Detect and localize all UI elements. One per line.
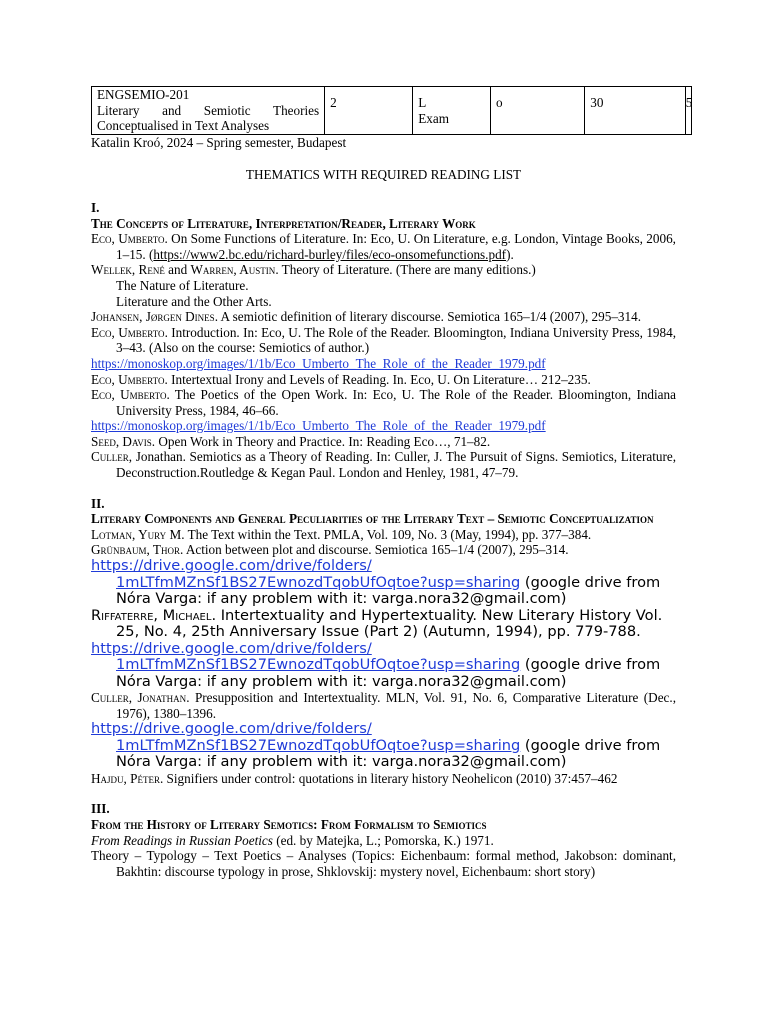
section-3-number: III. (91, 801, 110, 817)
course-type-exam: Exam (418, 110, 449, 126)
monoskop-link[interactable]: https://monoskop.org/images/1/1b/Eco_Umberto_The_Role_of_the_Reader_1979.pdf (91, 418, 546, 434)
google-drive-link[interactable]: https://drive.google.com/drive/folders/ 1mLTfmMZnSf1BS27EwnozdTqobUfOqtoe?usp=sharing (91, 639, 521, 674)
credits-cell: 2 (325, 87, 413, 135)
subtitle: Katalin Kroó, 2024 – Spring semester, Budapest (91, 134, 347, 150)
list-item: From Readings in Russian Poetics (ed. by Matejka, L.; Pomorska, K.) 1971. (91, 832, 494, 848)
table-row (92, 87, 692, 135)
list-item: Riffaterre, Michael. Intertextuality and Hypertextuality. New Literary History Vol. 25, No. 4, 25th Anniversary Issue (Part 2) (Autumn, 1994), pp. 779-788. (91, 606, 663, 641)
course-code: ENGSEMIO-201 (97, 87, 190, 102)
list-item: Eco, Umberto. Introduction. In: Eco, U. The Role of the Reader. Bloomington, Indiana University Press, 1984, 3–43. (Also on the course: Semiotics of author.) (91, 324, 676, 356)
course-title: Literary and Semiotic Theories Conceptualised in Text Analyses (97, 102, 320, 134)
section-3-title: From the History of Literary Semotics: From Formalism to Semiotics (91, 816, 487, 832)
section-1-number: I. (91, 199, 100, 215)
col6-cell: 5 (685, 87, 691, 135)
list-item: Johansen, Jørgen Dines. A semiotic definition of literary discourse. Semiotica 165–1/4 (2007), 295–314. (91, 309, 642, 325)
section-2-title: Literary Components and General Peculiarities of the Literary Text – Semiotic Conceptualization (91, 511, 654, 527)
document-page (91, 86, 693, 879)
course-info-table (91, 86, 692, 135)
section-1-title: The Concepts of Literature, Interpretation/Reader, Literary Work (91, 215, 476, 231)
list-item: Eco, Umberto. On Some Functions of Literature. In: Eco, U. On Literature, e.g. London, Vintage Books, 2006, 1–15. (https://www2.bc.edu/richard-burley/files/eco-onsomefunctions.pdf). (91, 231, 676, 262)
hours-cell: 30 (585, 87, 686, 135)
list-item: Grünbaum, Thor. Action between plot and discourse. Semiotica 165–1/4 (2007), 295–314. (91, 542, 569, 558)
course-name-cell (92, 87, 325, 135)
list-item: Wellek, René and Warren, Austin. Theory of Literature. (There are many editions.) (91, 262, 536, 278)
list-item: Theory – Typology – Text Poetics – Analyses (Topics: Eichenbaum: formal method, Jakobson: dominant, Bakhtin: discourse typology in prose, Shklovskij: mystery novel, Eichenbaum: short story) (91, 848, 676, 879)
section-2-number: II. (91, 495, 105, 511)
list-item: Lotman, Yury M. The Text within the Text. PMLA, Vol. 109, No. 3 (May, 1994), pp. 377–384. (91, 526, 592, 542)
page-title: THEMATICS WITH REQUIRED READING LIST (245, 167, 522, 183)
drive-link-item: https://drive.google.com/drive/folders/ 1mLTfmMZnSf1BS27EwnozdTqobUfOqtoe?usp=sharing (google drive from Nóra Varga: if any problem with it: varga.nora32@gmail.com) (91, 639, 661, 690)
list-item: Culler, Jonathan. Presupposition and Intertextuality. MLN, Vol. 91, No. 6, Comparative Literature (Dec., 1976), 1380–1396. (91, 690, 677, 721)
course-type-l: L (418, 95, 427, 110)
col4-cell: o (490, 87, 584, 135)
list-item: Culler, Jonathan. Semiotics as a Theory of Reading. In: Culler, J. The Pursuit of Signs. Semiotics, Literature, Deconstruction.Routledge & Kegan Paul. London and Henley, 1981, 47–79. (91, 449, 676, 481)
list-item: Hajdu, Péter. Signifiers under control: quotations in literary history Neohelicon (2010) 37:457–462 (91, 770, 618, 786)
course-type-cell (413, 87, 491, 135)
drive-link-item: https://drive.google.com/drive/folders/ 1mLTfmMZnSf1BS27EwnozdTqobUfOqtoe?usp=sharing (google drive from Nóra Varga: if any problem with it: varga.nora32@gmail.com) (91, 720, 661, 771)
list-subitem: The Nature of Literature. (116, 277, 249, 293)
list-subitem: Literature and the Other Arts. (116, 293, 272, 309)
list-item: Eco, Umberto. The Poetics of the Open Work. In: Eco, U. The Role of the Reader. Bloomington, Indiana University Press, 1984, 46–66. (91, 387, 676, 418)
list-item: Eco, Umberto. Intertextual Irony and Levels of Reading. In. Eco, U. On Literature… 212–235. (91, 371, 591, 387)
google-drive-link[interactable]: https://drive.google.com/drive/folders/ 1mLTfmMZnSf1BS27EwnozdTqobUfOqtoe?usp=sharing (91, 557, 521, 591)
list-item: Seed, Davis. Open Work in Theory and Practice. In: Reading Eco…, 71–82. (91, 433, 491, 449)
monoskop-link[interactable]: https://monoskop.org/images/1/1b/Eco_Umberto_The_Role_of_the_Reader_1979.pdf (91, 355, 546, 371)
pdf-link[interactable]: https://www2.bc.edu/richard-burley/files/eco-onsomefunctions.pdf (153, 246, 507, 262)
google-drive-link[interactable]: https://drive.google.com/drive/folders/ 1mLTfmMZnSf1BS27EwnozdTqobUfOqtoe?usp=sharing (91, 720, 521, 754)
drive-link-item: https://drive.google.com/drive/folders/ 1mLTfmMZnSf1BS27EwnozdTqobUfOqtoe?usp=sharing (google drive from Nóra Varga: if any problem with it: varga.nora32@gmail.com) (91, 557, 661, 608)
